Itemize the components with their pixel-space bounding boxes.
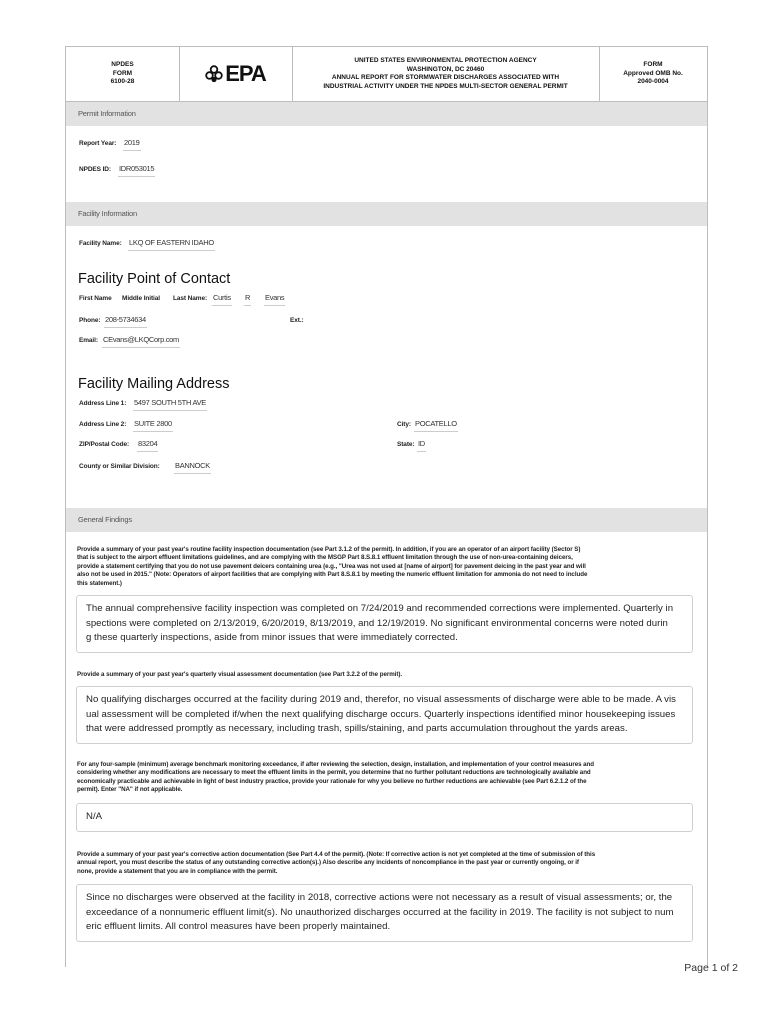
permit-section-header: Permit Information	[66, 102, 707, 126]
response-line: exceedance of a nonnumeric effluent limit(s). No unauthorized discharges occurred at the facility in 2019. The facility is not subject to num	[86, 906, 674, 918]
benchmark-response	[76, 803, 693, 832]
form-line-1: NPDES	[111, 61, 134, 69]
address-line-2-label: Address Line 2:	[79, 421, 127, 428]
page-number: Page 1 of 2	[684, 962, 738, 974]
logo-text: EPA	[225, 60, 266, 86]
phone-value: 208-5734634	[104, 315, 147, 328]
form-line-2: FORM	[112, 69, 133, 77]
prompt-line: considering whether any modifications are necessary to meet the effluent limits in the permit, you determine that no further pollutant reductions are technologically available and	[77, 769, 591, 777]
email-label: Email:	[79, 337, 98, 344]
prompt-line: annual report, you must describe the status of any outstanding corrective action(s).) Also describe any incidents of noncompliance in the past year or currently ongoing, or if	[77, 859, 579, 867]
address-line-2-value: SUITE 2800	[133, 419, 173, 432]
facility-section-header: Facility Information	[66, 202, 707, 226]
inspection-response	[76, 595, 693, 653]
omb-line-3: 2040-0004	[637, 78, 669, 86]
agency-line-2: WASHINGTON, DC 20460	[406, 65, 485, 73]
omb-line-1: FORM	[643, 61, 663, 69]
last-name-value: Evans	[264, 293, 285, 306]
response-line: No qualifying discharges occurred at the facility during 2019 and, therefor, no visual assessments of discharge were able to be made. A vis	[86, 694, 676, 705]
response-line: Since no discharges were observed at the facility in 2018, corrective actions were not necessary as a result of visual assessments; or, the	[86, 892, 673, 903]
prompt-line: this statement.)	[77, 579, 122, 587]
email-value: CEvans@LKQCorp.com	[102, 335, 180, 348]
city-value: POCATELLO	[414, 419, 458, 432]
agency-line-3: ANNUAL REPORT FOR STORMWATER DISCHARGES ASSOCIATED WITH	[331, 74, 560, 81]
prompt-line: economically practicable and achievable in light of best industry practice, provide your rationale for why you believe no further reductions are achievable (see Part 6.2.1.2 of the	[77, 777, 587, 785]
agency-line-4: INDUSTRIAL ACTIVITY UNDER THE NPDES MULTI-SECTOR GENERAL PERMIT	[323, 82, 568, 90]
benchmark-prompt	[77, 761, 697, 795]
response-line: spections were completed on 2/13/2019, 6/20/2019, 8/13/2019, and 12/19/2019. No significant environmental concerns were noted durin	[86, 617, 668, 629]
prompt-line: For any four-sample (minimum) average benchmark monitoring exceedance, if after reviewing the selection, design, installation, and implementation of your control measures and	[77, 761, 595, 768]
corrective-action-prompt	[77, 851, 697, 876]
prompt-line: none, provide a statement that you are in compliance with the permit.	[77, 867, 278, 875]
first-name-value: Curtis	[212, 293, 232, 306]
epa-logo	[205, 60, 266, 86]
inspection-prompt	[77, 546, 697, 588]
visual-assessment-response	[76, 686, 693, 744]
ext-label: Ext.:	[290, 317, 304, 324]
form-number-cell	[66, 47, 180, 101]
zip-label: ZIP/Postal Code:	[79, 441, 130, 448]
address-line-1-value: 5497 SOUTH 5TH AVE	[133, 398, 207, 411]
visual-assessment-prompt	[77, 671, 697, 679]
form-header	[66, 47, 707, 102]
facility-name-label: Facility Name:	[79, 240, 122, 247]
npdes-id-value: IDR053015	[118, 164, 155, 177]
address-line-1-label: Address Line 1:	[79, 400, 127, 407]
agency-line-1: UNITED STATES ENVIRONMENTAL PROTECTION AGENCY	[354, 57, 537, 64]
form-page	[65, 46, 708, 967]
state-value: ID	[417, 439, 426, 452]
npdes-id-label: NPDES ID:	[79, 166, 111, 173]
prompt-line: Provide a summary of your past year's quarterly visual assessment documentation (see Part 3.2.2 of the permit).	[77, 671, 403, 678]
findings-section-header: General Findings	[66, 508, 707, 532]
corrective-action-response	[76, 884, 693, 942]
epa-flower-icon	[205, 65, 223, 83]
zip-value: 83204	[137, 439, 158, 452]
omb-cell	[599, 47, 707, 101]
report-year-value: 2019	[123, 138, 141, 151]
middle-initial-label: Middle Initial	[122, 295, 160, 302]
form-line-3: 6100-28	[110, 78, 135, 86]
response-line: The annual comprehensive facility inspection was completed on 7/24/2019 and recommended corrections were implemented. Quarterly in	[86, 603, 674, 614]
response-line: N/A	[86, 811, 103, 822]
last-name-label: Last Name:	[173, 295, 208, 302]
phone-label: Phone:	[79, 317, 101, 324]
prompt-line: also not be used in 2015." (Note: Operators of airport facilities that are complying with Part 8.S.8.1 by meeting the numeric effluent limitation for ammonia do not need to include	[77, 571, 588, 579]
response-line: that were addressed promptly as necessary, including trash, spills/staining, and parts accumulation throughout the yards areas.	[86, 723, 628, 734]
county-value: BANNOCK	[174, 461, 211, 474]
omb-line-2: Approved OMB No.	[623, 69, 683, 77]
agency-title-cell	[292, 47, 600, 101]
first-name-label: First Name	[79, 295, 112, 302]
prompt-line: provide a statement certifying that you do not use pavement deicers containing urea (e.g., "Urea was not used at [name of airport] for pavement deicing in the past year and will	[77, 562, 586, 570]
middle-initial-value: R	[244, 293, 251, 306]
report-year-label: Report Year:	[79, 140, 117, 147]
response-line: g these quarterly inspections, aside from minor issues that were immediately corrected.	[86, 632, 458, 643]
prompt-line: Provide a summary of your past year's corrective action documentation (See Part 4.4 of the permit). (Note: If corrective action is not yet completed at the time of submission of this	[77, 851, 596, 858]
facility-name-value: LKQ OF EASTERN IDAHO	[128, 238, 215, 251]
mailing-heading: Facility Mailing Address	[78, 376, 230, 392]
prompt-line: permit). Enter "NA" if not applicable.	[77, 786, 183, 794]
contact-heading: Facility Point of Contact	[78, 271, 231, 287]
prompt-line: that is subject to the airport effluent limitations guidelines, and are complying with the MSGP Part 8.S.8.1 effluent limitation through the use of non-urea-containing deicers,	[77, 554, 573, 562]
state-label: State:	[397, 441, 415, 448]
county-label: County or Similar Division:	[79, 463, 160, 470]
city-label: City:	[397, 421, 411, 428]
response-line: ual assessment will be completed if/when the next qualifying discharge occurs. Quarterly inspections identified minor housekeeping issues	[86, 708, 676, 720]
response-line: eric effluent limits. All control measures have been properly maintained.	[86, 921, 391, 932]
logo-cell	[179, 47, 293, 101]
prompt-line: Provide a summary of your past year's routine facility inspection documentation (see Part 3.1.2 of the permit). In addition, if you are an operator of an airport facility (Sector S)	[77, 546, 581, 553]
